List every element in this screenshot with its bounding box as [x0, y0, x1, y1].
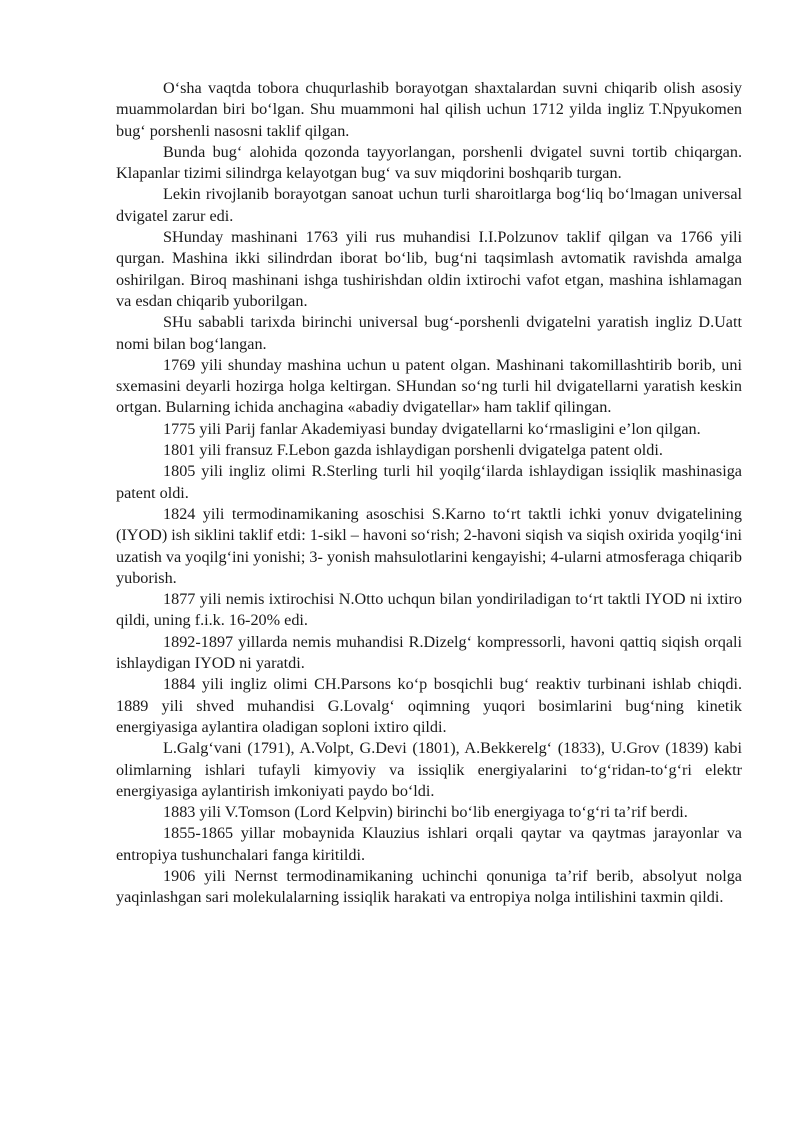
paragraph-2: Bunda bug‘ alohida qozonda tayyorlangan, porshenli dvigatel suvni tortib chiqargan. Klapanlar tizimi silindrga kelayotgan bug‘ va suv miqdorini boshqarib turgan.: [116, 142, 742, 183]
paragraph-6: 1769 yili shunday mashina uchun u patent olgan. Mashinani takomillashtirib borib, uni sxemasini deyarli hozirga holga keltirgan. SHundan so‘ng turli hil dvigatellarni yaratish keskin ortgan. Bularning ichida anchagina «abadiy dvigatellar» ham taklif qilingan.: [116, 355, 742, 417]
paragraph-10: 1824 yili termodinamikaning asoschisi S.Karno to‘rt taktli ichki yonuv dvigatelining (IYOD) ish siklini taklif etdi: 1-sikl – havoni so‘rish; 2-havoni siqish va siqish oxirida yoqilg‘ini uzatish va yoqilg‘ini yonishi; 3- yonish mahsulotlarini kengayishi; 4-ularni atmosferaga chiqarib yuborish.: [116, 504, 742, 587]
paragraph-14: L.Galg‘vani (1791), A.Volpt, G.Devi (1801), A.Bekkerelg‘ (1833), U.Grov (1839) kabi olimlarning ishlari tufayli kimyoviy va issiqlik energiyalarini to‘g‘ridan-to‘g‘ri elektr energiyasiga aylantirish imkoniyati paydo bo‘ldi.: [116, 739, 742, 800]
paragraph-11: 1877 yili nemis ixtirochisi N.Otto uchqun bilan yondiriladigan to‘rt taktli IYOD ni ixtiro qildi, uning f.i.k. 16-20% edi.: [116, 590, 742, 630]
paragraph-4: SHunday mashinani 1763 yili rus muhandisi I.I.Polzunov taklif qilgan va 1766 yili qurgan. Mashina ikki silindrdan iborat bo‘lib, bug‘ni taqsimlash avtomatik ravishda amalga oshirilgan. Biroq mashinani ishga tushirishdan oldin ixtirochi vafot etgan, mashina ishlamagan va esdan chiqarib yuborilgan.: [116, 228, 742, 310]
paragraph-16: 1855-1865 yillar mobaynida Klauzius ishlari orqali qaytar va qaytmas jarayonlar va entropiya tushunchalari fanga kiritildi.: [116, 824, 742, 864]
paragraph-3: Lekin rivojlanib borayotgan sanoat uchun turli sharoitlarga bog‘liq bo‘lmagan universal dvigatel zarur edi.: [116, 185, 742, 225]
paragraph-1: O‘sha vaqtda tobora chuqurlashib borayotgan shaxtalardan suvni chiqarib olish asosiy muammolardan biri bo‘lgan. Shu muammoni hal qilish uchun 1712 yilda ingliz T.Npyukomen bug‘ porshenli nasosni taklif qilgan.: [116, 79, 742, 140]
paragraph-7: 1775 yili Parij fanlar Akademiyasi bunday dvigatellarni ko‘rmasligini e’lon qilgan.: [163, 419, 701, 438]
paragraph-5: SHu sababli tarixda birinchi universal bug‘-porshenli dvigatelni yaratish ingliz D.Uatt nomi bilan bog‘langan.: [116, 313, 742, 353]
paragraph-17: 1906 yili Nernst termodinamikaning uchinchi qonuniga ta’rif berib, absolyut nolga yaqinlashgan sari molekulalarning issiqlik harakati va entropiya nolga intilishini taxmin qildi.: [116, 866, 742, 907]
document-page: [116, 78, 742, 909]
paragraph-9: 1805 yili ingliz olimi R.Sterling turli hil yoqilg‘ilarda ishlaydigan issiqlik mashinasiga patent oldi.: [116, 462, 742, 502]
paragraph-12: 1892-1897 yillarda nemis muhandisi R.Dizelg‘ kompressorli, havoni qattiq siqish orqali ishlaydigan IYOD ni yaratdi.: [116, 632, 742, 673]
paragraph-13: 1884 yili ingliz olimi CH.Parsons ko‘p bosqichli bug‘ reaktiv turbinani ishlab chiqdi. 1889 yili shved muhandisi G.Lovalg‘ oqimning yuqori bosimlarini bug‘ning kinetik energiyasiga aylantira oladigan soploni ixtiro qildi.: [116, 675, 742, 736]
paragraph-15: 1883 yili V.Tomson (Lord Kelpvin) birinchi bo‘lib energiyaga to‘g‘ri ta’rif berdi.: [163, 803, 688, 822]
paragraph-8: 1801 yili fransuz F.Lebon gazda ishlaydigan porshenli dvigatelga patent oldi.: [163, 441, 663, 460]
